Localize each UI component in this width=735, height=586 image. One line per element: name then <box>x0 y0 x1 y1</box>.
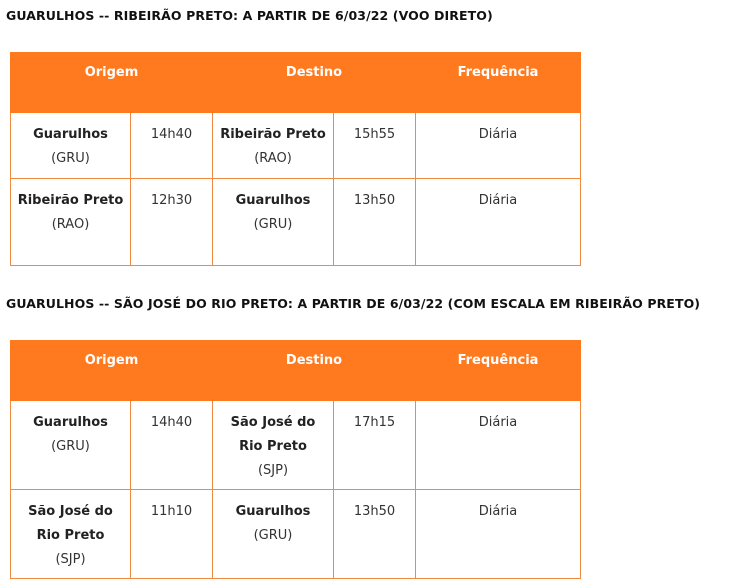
arrival-cell <box>334 490 416 579</box>
frequency-value: Diária <box>478 504 518 519</box>
arrival-cell <box>334 179 416 266</box>
destination-cell <box>213 179 334 266</box>
origin-city: Guarulhos <box>33 127 108 142</box>
header-origin: Origem <box>11 53 213 113</box>
destination-code: (GRU) <box>253 217 293 232</box>
origin-cell <box>11 490 131 579</box>
destination-cell <box>213 113 334 179</box>
origin-city: São José do Rio Preto <box>28 504 113 543</box>
destination-city: São José do Rio Preto <box>230 415 316 454</box>
arrival-time: 15h55 <box>353 127 396 142</box>
origin-city: Guarulhos <box>33 415 108 430</box>
table-header-row <box>11 53 581 113</box>
arrival-time: 17h15 <box>353 415 396 430</box>
header-origin: Origem <box>11 341 213 401</box>
destination-code: (RAO) <box>254 151 292 166</box>
table-header-row <box>11 341 581 401</box>
origin-code: (GRU) <box>51 151 90 166</box>
departure-cell <box>131 113 213 179</box>
arrival-time: 13h50 <box>353 504 396 519</box>
departure-time: 12h30 <box>150 193 193 208</box>
origin-cell <box>11 179 131 266</box>
frequency-cell <box>416 401 581 490</box>
frequency-value: Diária <box>478 415 518 430</box>
arrival-cell <box>334 113 416 179</box>
table-row <box>11 179 581 266</box>
table-row <box>11 401 581 490</box>
table-row <box>11 113 581 179</box>
schedule-table-direct <box>10 52 581 266</box>
frequency-cell <box>416 113 581 179</box>
frequency-cell <box>416 490 581 579</box>
frequency-value: Diária <box>478 127 518 142</box>
schedule-table-connecting <box>10 340 581 579</box>
destination-cell <box>213 490 334 579</box>
frequency-value: Diária <box>478 193 518 208</box>
origin-cell <box>11 113 131 179</box>
departure-cell <box>131 490 213 579</box>
header-destination: Destino <box>213 341 416 401</box>
destination-city: Guarulhos <box>235 193 311 208</box>
origin-cell <box>11 401 131 490</box>
destination-code: (GRU) <box>253 528 293 543</box>
destination-city: Ribeirão Preto <box>220 127 326 142</box>
destination-city: Guarulhos <box>235 504 311 519</box>
departure-cell <box>131 401 213 490</box>
header-frequency: Frequência <box>416 53 581 113</box>
origin-code: (GRU) <box>51 439 90 454</box>
header-destination: Destino <box>213 53 416 113</box>
origin-code: (SJP) <box>55 552 86 567</box>
destination-cell <box>213 401 334 490</box>
section-title-connecting-flight: GUARULHOS -- SÃO JOSÉ DO RIO PRETO: A PARTIR DE 6/03/22 (COM ESCALA EM RIBEIRÃO PRETO) <box>6 296 701 311</box>
origin-city: Ribeirão Preto <box>17 193 124 208</box>
arrival-time: 13h50 <box>353 193 396 208</box>
departure-time: 14h40 <box>150 415 193 430</box>
origin-code: (RAO) <box>51 217 90 232</box>
header-frequency: Frequência <box>416 341 581 401</box>
departure-time: 14h40 <box>150 127 193 142</box>
frequency-cell <box>416 179 581 266</box>
departure-cell <box>131 179 213 266</box>
departure-time: 11h10 <box>150 504 193 519</box>
destination-code: (SJP) <box>257 463 289 478</box>
section-title-direct-flight: GUARULHOS -- RIBEIRÃO PRETO: A PARTIR DE 6/03/22 (VOO DIRETO) <box>6 8 493 23</box>
arrival-cell <box>334 401 416 490</box>
table-row <box>11 490 581 579</box>
